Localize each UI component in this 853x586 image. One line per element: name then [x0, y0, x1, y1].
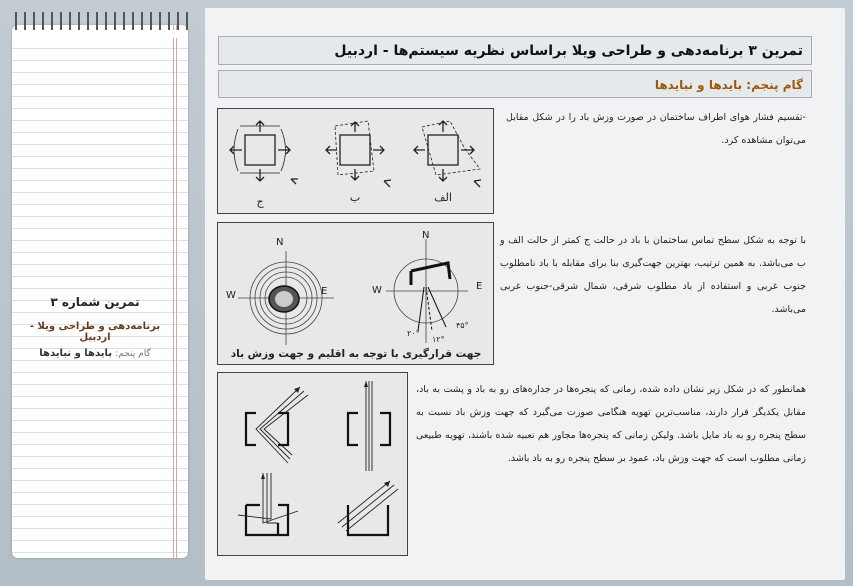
paragraph-orientation: با توجه به شکل سطح تماس ساختمان با باد در حالت ج کمتر از حالت الف و ب می‌باشد. به همین ترتیب، بهترین جهت‌گیری بنا برای مقابله با باد نامطلوب جنوب غربی و استفاده از باد مطلوب شرقی، شمال شرقی-جنوب غربی می‌باشد.	[500, 235, 806, 315]
figure2-caption: جهت قرارگیری با توجه به اقلیم و جهت وزش باد	[230, 348, 482, 360]
sidebar-notebook	[12, 25, 188, 558]
angle-20: ۲۰°	[407, 329, 420, 338]
notebook-margin-line	[176, 25, 177, 558]
sidebar-subtitle: برنامه‌دهی و طراحی ویلا - اردبیل	[29, 321, 161, 343]
sidebar-step	[26, 348, 164, 359]
paragraph-pressure: -تقسیم فشار هوای اطراف ساختمان در صورت وزش باد را در شکل مقابل می‌توان مشاهده کرد.	[506, 112, 806, 146]
angle-45: ۴۵°	[456, 321, 469, 330]
sidebar-step-name: بایدها و نبایدها	[39, 348, 113, 359]
compass-e-right: E	[476, 281, 483, 292]
figure-orientation	[217, 222, 494, 365]
figure-ventilation	[217, 372, 408, 556]
figure1-label-a: الف	[434, 191, 452, 204]
figure-orientation-drawing	[218, 223, 495, 366]
notebook-spiral	[12, 12, 188, 38]
compass-n-right: N	[422, 230, 430, 241]
sidebar-step-prefix: گام پنجم:	[115, 349, 151, 359]
step-heading: گام پنجم: بایدها و نبایدها	[218, 70, 812, 98]
compass-n-left: N	[276, 237, 284, 248]
compass-w-right: W	[372, 285, 382, 296]
compass-e-left: E	[321, 286, 328, 297]
figure1-label-b: ب	[349, 191, 361, 204]
page-title: تمرین ۳ برنامه‌دهی و طراحی ویلا براساس نظریه سیستم‌ها - اردبیل	[218, 36, 812, 65]
compass-w-left: W	[226, 290, 236, 301]
paragraph-ventilation: همانطور که در شکل زیر نشان داده شده، زمانی که پنجره‌ها در جداره‌های رو به باد و پشت به باد، مقابل یکدیگر قرار دارند، مناسب‌ترین تهویه هنگامی صورت می‌گیرد که جهت وزش باد نسبت به سطح پنجره رو به باد مایل باشد. ولیکن زمانی که پنجره‌ها مجاور هم تعبیه شده باشند، تهویه طبیعی زمانی مطلوب است که جهت وزش باد، عمود بر سطح پنجره رو به باد باشد.	[416, 384, 806, 464]
figure-ventilation-drawing	[218, 373, 409, 557]
sidebar-title: تمرین شماره ۳	[50, 295, 140, 309]
figure-wind-pressure	[217, 108, 494, 214]
figure1-label-c: ج	[256, 195, 264, 208]
angle-12: ۱۲°	[432, 335, 445, 344]
notebook-margin-line	[173, 25, 174, 558]
building-walls	[411, 263, 450, 285]
building-courtyard	[275, 291, 293, 307]
figure-wind-pressure-drawing	[218, 109, 495, 215]
